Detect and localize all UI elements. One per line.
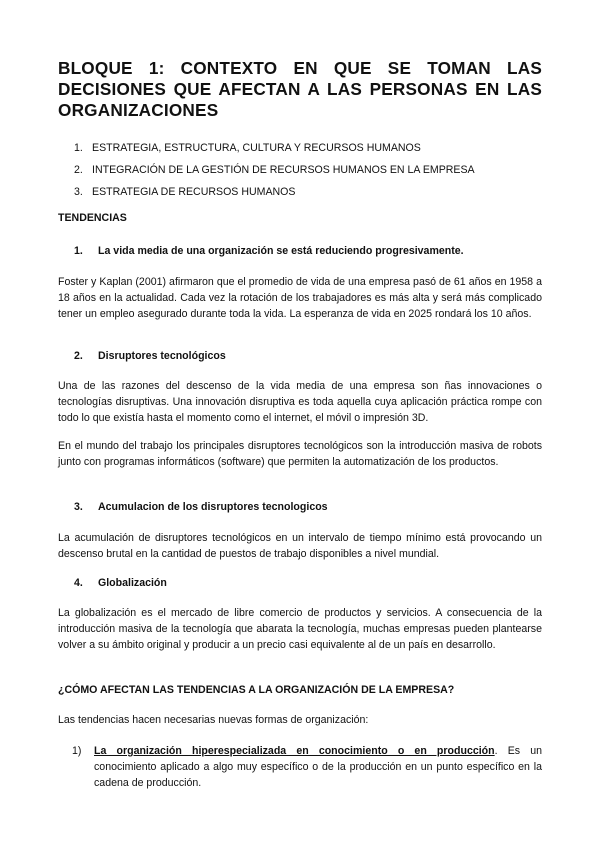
section-heading-tendencias: TENDENCIAS [58, 212, 127, 224]
paragraph: La acumulación de disruptores tecnológicos en un intervalo de tiempo mínimo está provocando un descenso brutal en la cantidad de puestos de trabajo disponibles a nivel mundial. [58, 532, 542, 560]
paragraph: Foster y Kaplan (2001) afirmaron que el promedio de vida de una empresa pasó de 61 años en 1958 a 18 años en la actualidad. Cada vez la rotación de los trabajadores es más alta y será más complicado tener un empleo asegurado durante toda la vida. La esperanza de vida en 2025 rondará los 10 años. [58, 276, 542, 320]
term-highlight: La organización hiperespecializada en conocimiento o en producción [94, 745, 495, 757]
paragraph: La globalización es el mercado de libre comercio de productos y servicios. A consecuencia de la introducción masiva de la tecnología que abarata la tecnología, muchas empresas pueden plantearse volver a su ámbito original y producir a un precio casi equivalente al de un país en desarrollo. [58, 607, 542, 651]
paragraph: En el mundo del trabajo los principales disruptores tecnológicos son la introducción masiva de robots junto con programas informáticos (software) que permiten la automatización de los productos. [58, 440, 542, 468]
list-item: 2. INTEGRACIÓN DE LA GESTIÓN DE RECURSOS HUMANOS EN LA EMPRESA [74, 164, 475, 176]
trend-heading: 2. Disruptores tecnológicos [74, 350, 226, 362]
list-item: 1. ESTRATEGIA, ESTRUCTURA, CULTURA Y RECURSOS HUMANOS [74, 142, 421, 154]
topic-list [58, 140, 542, 206]
trend-heading: 4. Globalización [74, 577, 167, 589]
paragraph: Una de las razones del descenso de la vida media de una empresa son ñas innovaciones o tecnologías disruptivas. Una innovación disruptiva es toda aquella cuya aplicación práctica rompe con todo lo que existía hasta el momento como el internet, el móvil o impresión 3D. [58, 380, 542, 424]
page-title: BLOQUE 1: CONTEXTO EN QUE SE TOMAN LAS DECISIONES QUE AFECTAN A LAS PERSONAS EN LAS ORGANIZACIONES [58, 58, 542, 120]
paragraph: Las tendencias hacen necesarias nuevas formas de organización: [58, 714, 369, 726]
list-item: 1) La organización hiperespecializada en conocimiento o en producción. Es un conocimiento aplicado a algo muy específico o de la producción en un punto específico en la cadena de producción. [72, 745, 542, 789]
trend-heading: 1. La vida media de una organización se está reduciendo progresivamente. [74, 245, 464, 257]
section-heading-question: ¿CÓMO AFECTAN LAS TENDENCIAS A LA ORGANIZACIÓN DE LA EMPRESA? [58, 684, 455, 696]
trend-heading: 3. Acumulacion de los disruptores tecnologicos [74, 501, 328, 513]
list-item: 3. ESTRATEGIA DE RECURSOS HUMANOS [74, 186, 296, 198]
